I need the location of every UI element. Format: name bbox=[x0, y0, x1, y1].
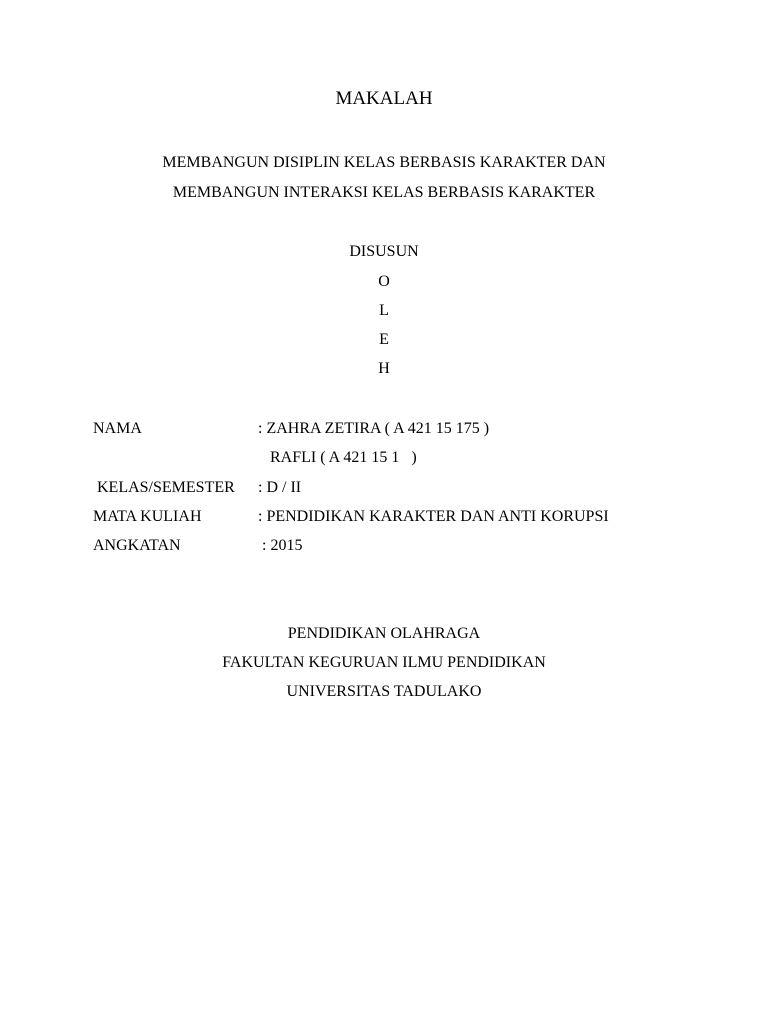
title-line-1: MEMBANGUN DISIPLIN KELAS BERBASIS KARAKTER DAN bbox=[162, 154, 606, 171]
nama-value-1: : ZAHRA ZETIRA ( A 421 15 175 ) bbox=[258, 420, 490, 437]
mata-kuliah-value: : PENDIDIKAN KARAKTER DAN ANTI KORUPSI bbox=[258, 508, 609, 525]
document-heading: MAKALAH bbox=[335, 88, 433, 109]
nama-value-2: RAFLI ( A 421 15 1 ) bbox=[270, 449, 417, 466]
authored-label: DISUSUN bbox=[349, 243, 419, 260]
angkatan-label: ANGKATAN bbox=[93, 537, 181, 554]
by-letter-l: L bbox=[379, 302, 389, 319]
institution-line-1: PENDIDIKAN OLAHRAGA bbox=[287, 625, 481, 642]
by-letter-h: H bbox=[378, 360, 390, 377]
by-letter-e: E bbox=[379, 331, 389, 348]
title-line-2: MEMBANGUN INTERAKSI KELAS BERBASIS KARAKTER bbox=[172, 184, 596, 201]
nama-label: NAMA bbox=[93, 420, 142, 437]
mata-kuliah-label: MATA KULIAH bbox=[93, 508, 202, 525]
kelas-value: : D / II bbox=[258, 479, 302, 496]
angkatan-value: : 2015 bbox=[262, 537, 303, 554]
institution-line-3: UNIVERSITAS TADULAKO bbox=[286, 683, 482, 700]
institution-line-2: FAKULTAN KEGURUAN ILMU PENDIDIKAN bbox=[222, 654, 546, 671]
kelas-label: KELAS/SEMESTER bbox=[97, 479, 235, 496]
by-letter-o: O bbox=[378, 273, 390, 290]
